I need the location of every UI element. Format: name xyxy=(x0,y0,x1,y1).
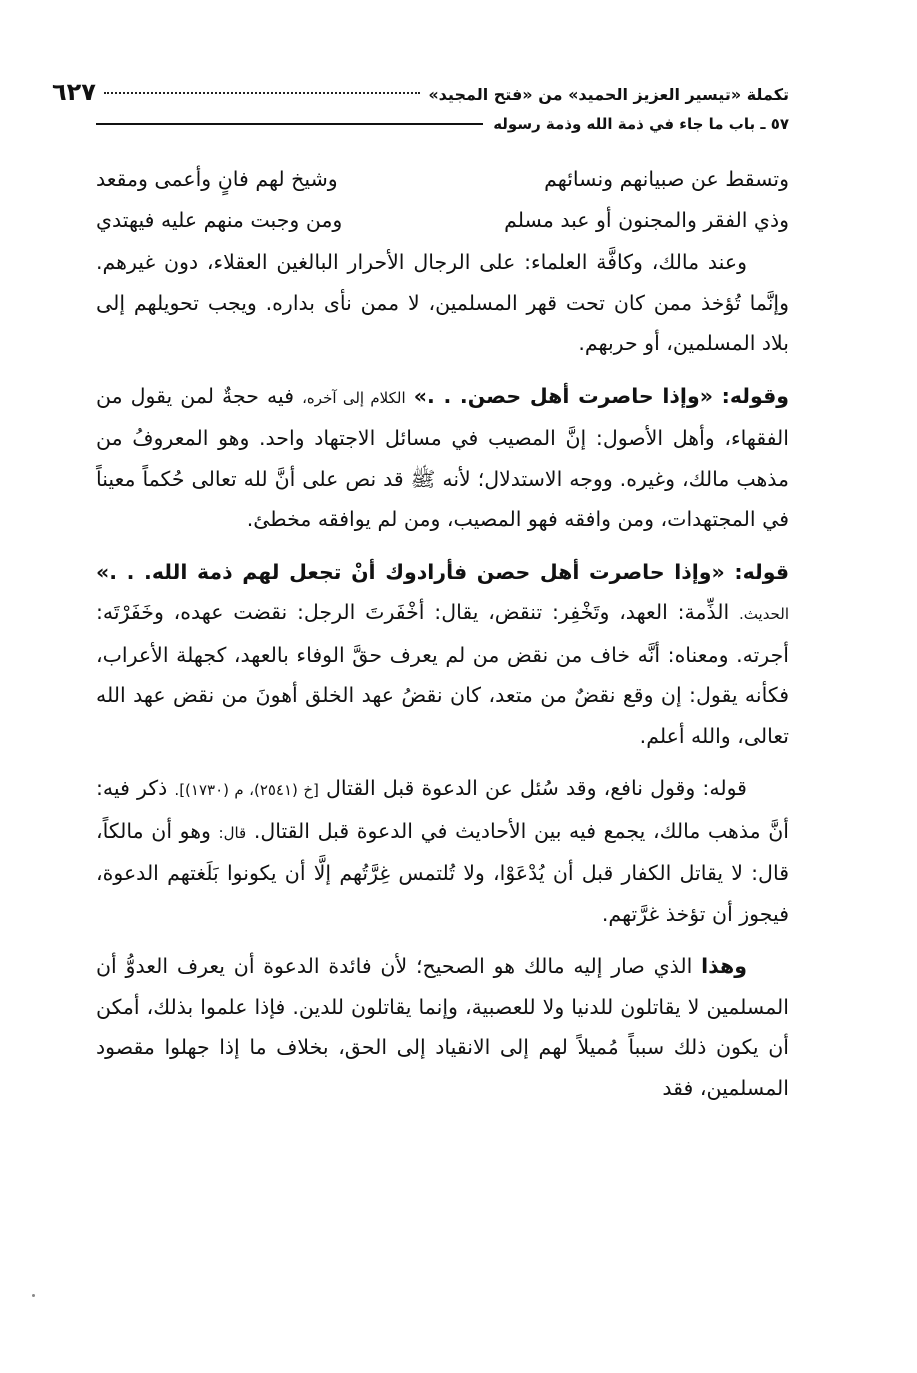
poem-hemistich-right: وذي الفقر والمجنون أو عبد مسلم xyxy=(504,207,789,232)
paragraph xyxy=(96,552,789,757)
paragraph-text: وهو أن مالكاً، قال: لا يقاتل الكفار قبل أن يُدْعَوْا، ولا تُلتمس غِرَّتُهم إلَّا أن يكونوا بَلَغتهم الدعوة، فيجوز أن تؤخذ غرَّتهم. xyxy=(96,818,789,926)
poem-block xyxy=(96,159,789,240)
inline-note: الحديث. xyxy=(739,605,789,623)
poem-line xyxy=(96,200,789,241)
main-text xyxy=(96,159,789,1108)
paragraph-text: الذي صار إليه مالك هو الصحيح؛ لأن فائدة الدعوة أن يعرف العدوُّ أن المسلمين لا يقاتلون للدنيا ولا للعصبية، وإنما يقاتلون للدين. فإذا علموا بذلك، أمكن أن يكون ذلك سبباً مُميلاً لهم إلى الانقياد إلى الحق، بخلاف ما إذا جهلوا مقصود المسلمين، فقد xyxy=(96,954,789,1100)
book-title: تكملة «تيسير العزيز الحميد» من «فتح المجيد» xyxy=(428,85,789,104)
poem-hemistich-left: ومن وجبت منهم عليه فيهتدي xyxy=(96,207,343,232)
paragraph-text: فيه حجةٌ لمن يقول من الفقهاء، وأهل الأصول: إنَّ المصيب في مسائل الاجتهاد واحد. وهو المعروفُ من مذهب مالك، وغيره. ووجه الاستدلال؛ لأنه ﷺ قد نص على أنَّ لله تعالى حُكماً معيناً في المجتهدات، ومن وافقه فهو المصيب، ومن لم يوافقه مخطئ. xyxy=(96,383,789,531)
paragraph-lead: وهذا xyxy=(701,954,747,978)
paragraph-text: قوله: وقول نافع، وقد سُئل عن الدعوة قبل القتال xyxy=(326,776,747,800)
poem-line xyxy=(96,159,789,200)
chapter-header xyxy=(96,111,789,137)
poem-hemistich-left: وشيخ لهم فانٍ وأعمى ومقعد xyxy=(96,167,338,191)
paragraph-text: الذِّمة: العهد، وتَخْفِر: تنقض، يقال: أخْفَرتَ الرجل: نقضت عهده، وخَفَرْتَه: أجرته. ومعناه: أنَّه خاف من نقض من لم يعرف حقَّ الوفاء بالعهد، كجهلة الأعراب، فكأنه يقول: إن وقع نقضٌ من متعد، كان نقضُ عهد الخلق أهونَ من نقض عهد الله تعالى، والله أعلم. xyxy=(96,600,789,748)
reference: [خ (٢٥٤١)، م (١٧٣٠)]. xyxy=(174,781,319,799)
header-rule xyxy=(96,123,483,125)
paragraph xyxy=(96,376,789,540)
leader-dots xyxy=(104,92,420,94)
page xyxy=(52,78,789,1108)
poem-hemistich-right: وتسقط عن صبيانهم ونسائهم xyxy=(544,167,789,191)
quote-lead: قوله: «وإذا حاصرت أهل حصن فأرادوك أنْ تجعل لهم ذمة الله. . .» xyxy=(96,559,789,584)
paragraph-text: ذكر فيه: أنَّ مذهب مالك، يجمع فيه بين الأحاديث في الدعوة قبل القتال. xyxy=(96,776,789,843)
inline-note: قال: xyxy=(218,823,247,842)
chapter-title: ٥٧ ـ باب ما جاء في ذمة الله وذمة رسوله xyxy=(493,115,789,133)
paragraph xyxy=(96,946,789,1108)
inline-note: الكلام إلى آخره، xyxy=(302,388,406,407)
paragraph: وعند مالك، وكافَّة العلماء: على الرجال الأحرار البالغين العقلاء، دون غيرهم. وإنَّما تُؤخذ ممن كان تحت قهر المسلمين، لا ممن نأى بداره. ويجب تحويلهم إلى بلاد المسلمين، أو حربهم. xyxy=(96,250,789,355)
scan-speck xyxy=(32,1294,35,1297)
paragraph xyxy=(96,768,789,934)
running-header xyxy=(52,78,789,109)
quote-lead: وقوله: «وإذا حاصرت أهل حصن. . .» xyxy=(413,383,789,408)
page-number: ٦٢٧ xyxy=(52,78,96,106)
